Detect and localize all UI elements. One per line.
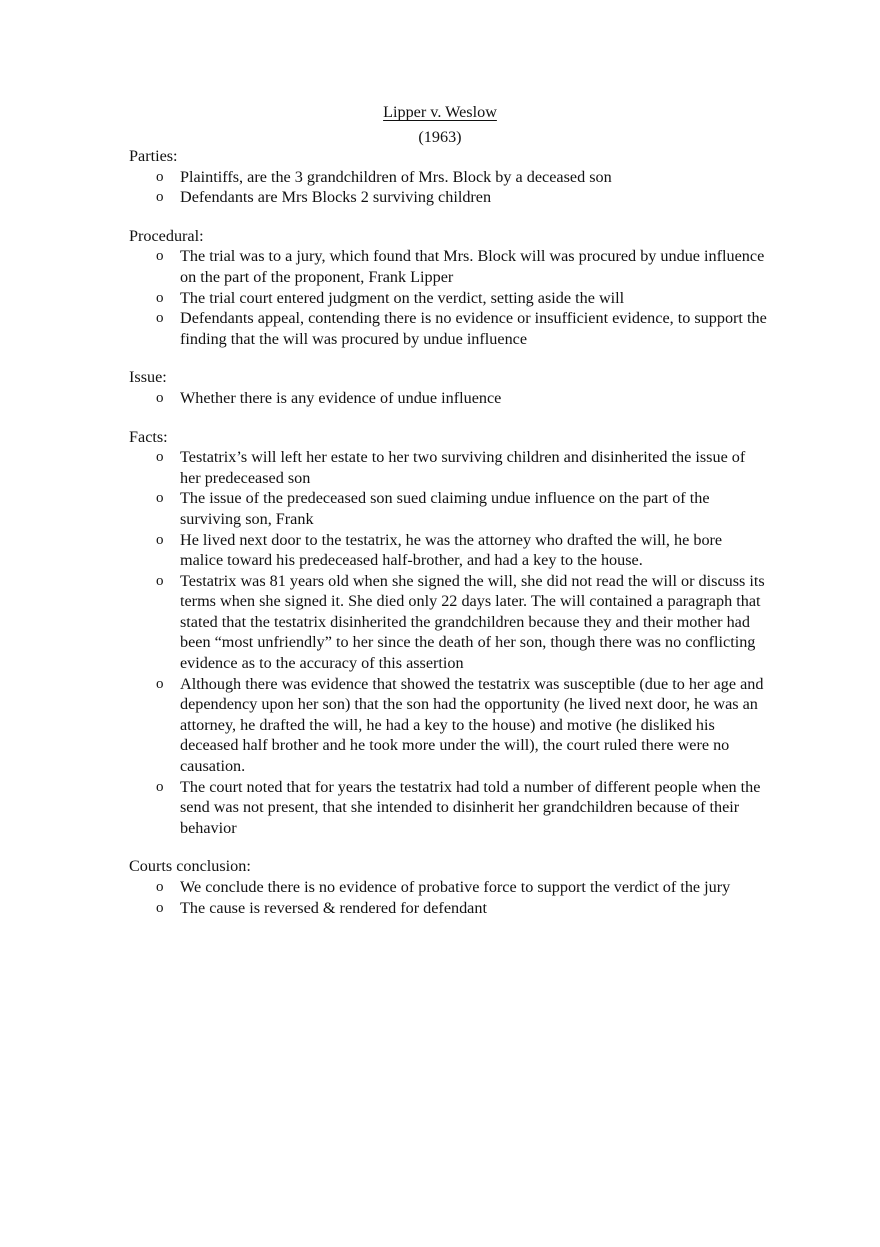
section-procedural [129,226,769,350]
list-item [129,288,769,309]
bullet-icon: o [156,778,164,795]
bullet-icon: o [156,899,164,916]
bullet-list [129,447,769,838]
bullet-icon: o [156,449,164,466]
section-heading: Issue: [129,368,167,387]
list-item-text: The trial court entered judgment on the verdict, setting aside the will [180,288,625,307]
bullet-icon: o [156,310,164,327]
bullet-icon: o [156,490,164,507]
list-item [129,308,769,349]
list-item [129,388,769,409]
list-item-text: Defendants are Mrs Blocks 2 surviving children [180,188,492,207]
bullet-icon: o [156,572,164,589]
case-title: Lipper v. Weslow [383,103,497,121]
list-item-text: Testatrix was 81 years old when she signed the will, she did not read the will or discuss its terms when she signed it. She died only 22 days later. The will contained a paragraph that stated that the testatrix disinherited the grandchildren because they and their mother had been “most unfriendly” to her since the death of her son, though there was no conflicting evidence as to the accuracy of this assertion [180,571,765,673]
section-facts [129,427,769,839]
list-item-text: Testatrix’s will left her estate to her two surviving children and disinherited the issue of her predeceased son [180,448,746,487]
list-item [129,187,769,208]
section-issue [129,367,769,408]
list-item-text: We conclude there is no evidence of probative force to support the verdict of the jury [180,878,731,896]
list-item [129,674,769,777]
bullet-icon: o [156,289,164,306]
list-item-text: Defendants appeal, contending there is no evidence or insufficient evidence, to support the finding that the will was procured by undue influence [180,309,767,348]
list-item-text: The cause is reversed & rendered for defendant [180,898,487,917]
list-item [129,167,769,188]
list-item-text: The court noted that for years the testatrix had told a number of different people when the send was not present, that she intended to disinherit her grandchildren because of their behavior [180,777,761,837]
bullet-icon: o [156,675,164,692]
list-item [129,246,769,287]
section-parties [129,146,769,208]
bullet-list [129,388,769,409]
bullet-icon: o [156,389,164,406]
list-item [129,530,769,571]
list-item-text: Plaintiffs, are the 3 grandchildren of Mrs. Block by a deceased son [180,167,612,186]
list-item [129,898,769,919]
section-courts-conclusion [129,856,769,918]
section-heading: Facts: [129,427,168,446]
case-brief-body [129,146,769,936]
section-heading: Procedural: [129,226,204,245]
bullet-list [129,167,769,208]
bullet-icon: o [156,879,164,895]
title-block [0,102,880,147]
bullet-list [129,877,769,918]
list-item [129,447,769,488]
section-heading: Parties: [129,147,178,165]
bullet-list [129,246,769,349]
bullet-icon: o [156,189,164,206]
list-item-text: Although there was evidence that showed the testatrix was susceptible (due to her age and dependency upon her son) that the son had the opportunity (he lived next door, he was an attorney, he drafted the will, he had a key to the house) and motive (he disliked his deceased half brother and he took more under the will), the court ruled there were no causation. [180,674,764,776]
bullet-icon: o [156,168,164,185]
list-item [129,571,769,674]
list-item [129,488,769,529]
list-item [129,777,769,839]
list-item [129,877,769,898]
list-item-text: The issue of the predeceased son sued claiming undue influence on the part of the surviving son, Frank [180,489,710,528]
list-item-text: The trial was to a jury, which found that Mrs. Block will was procured by undue influence on the part of the proponent, Frank Lipper [180,247,765,286]
bullet-icon: o [156,248,164,265]
list-item-text: Whether there is any evidence of undue influence [180,388,502,407]
bullet-icon: o [156,531,164,548]
list-item-text: He lived next door to the testatrix, he was the attorney who drafted the will, he bore malice toward his predeceased half-brother, and had a key to the house. [180,530,723,570]
case-year: (1963) [418,127,462,146]
section-heading: Courts conclusion: [129,857,251,876]
